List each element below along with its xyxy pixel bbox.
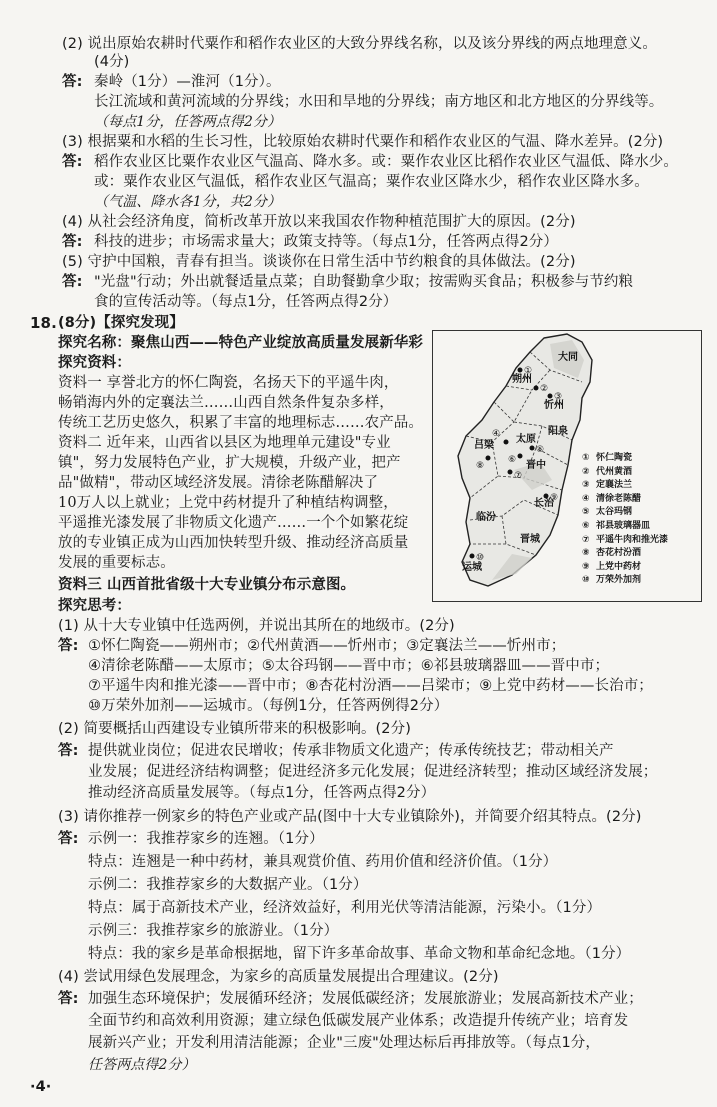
material2-line: 10万人以上就业；上党中药材提升了种植结构调整， xyxy=(58,495,398,511)
s1-answer-label: 答: xyxy=(58,638,79,654)
svg-text:③: ③ xyxy=(554,392,563,402)
q5-answer-label: 答: xyxy=(62,274,83,290)
town-marker xyxy=(544,494,549,499)
svg-text:②: ② xyxy=(540,384,549,394)
q2-question-line2: (4分) xyxy=(94,54,130,70)
q3-answer-line2: 或：粟作农业区气温低，稻作农业区气温高；粟作农业区降水少，稻作农业区降水多。 xyxy=(94,174,649,190)
legend-item: ⑧ 杏花村汾酒 xyxy=(582,548,642,559)
town-marker xyxy=(508,470,513,475)
region-label-xinzhou: 忻州 xyxy=(544,400,564,411)
shanxi-map xyxy=(432,330,702,602)
material2-line: 品"做精"，带动区域经济发展。清徐老陈醋解决了 xyxy=(58,475,379,491)
legend-item: ② 代州黄酒 xyxy=(582,466,633,477)
region-label-yuncheng: 运城 xyxy=(462,562,482,573)
q5-answer-line2: 食的宣传活动等。（每点1分，任答两点得2分） xyxy=(94,294,398,310)
s4-answer-line: 任答两点得2分） xyxy=(88,1057,196,1073)
s4-answer-label: 答: xyxy=(58,991,79,1007)
s3-answer-line: 示例二：我推荐家乡的大数据产业。（1分） xyxy=(88,877,368,893)
s1-answer-line: ⑩万荣外加剂——运城市。（每例1分，任答两例得2分） xyxy=(88,698,449,714)
legend-item: ⑨ 上党中药材 xyxy=(582,561,642,572)
legend-item: ⑤ 太谷玛钢 xyxy=(582,507,633,518)
town-marker xyxy=(548,394,553,399)
legend-item: ④ 清徐老陈醋 xyxy=(582,493,642,504)
q3-question: (3) 根据粟和水稻的生长习性，比较原始农耕时代粟作和稻作农业区的气温、降水差异。(2分) xyxy=(62,134,664,150)
material1-line: 传统工艺历史悠久，积累了丰富的地理标志……农产品。 xyxy=(58,415,423,431)
s2-answer-label: 答: xyxy=(58,743,79,759)
q2-question-line1: (2) 说出原始农耕时代粟作和稻作农业区的大致分界线名称，以及该分界线的两点地理意义。 xyxy=(62,36,657,52)
region-label-changzhi: 长治 xyxy=(534,498,554,509)
q2-answer-line1: 秦岭（1分）—淮河（1分）。 xyxy=(94,74,281,90)
town-marker xyxy=(470,554,475,559)
s1-question: (1) 从十大专业镇中任选两例，并说出其所在的地级市。(2分) xyxy=(58,618,455,634)
town-marker xyxy=(518,368,523,373)
q2-answer-line2: 长江流域和黄河流域的分界线；水田和旱地的分界线；南方地区和北方地区的分界线等。 xyxy=(94,94,664,110)
s2-answer-line: 推动经济高质量发展等。（每点1分，任答两点得2分） xyxy=(88,785,436,801)
s4-answer-line: 加强生态环境保护；发展循环经济；发展低碳经济；发展旅游业；发展高新技术产业； xyxy=(88,991,643,1007)
town-marker xyxy=(518,454,523,459)
material2-line: 放的专业镇正成为山西加快转型升级、推动经济高质量 xyxy=(58,535,409,551)
q18-topic-name: 探究名称：聚焦山西——特色产业绽放高质量发展新华彩 xyxy=(58,335,423,351)
q3-answer-scoring: （气温、降水各1分，共2分） xyxy=(94,194,282,210)
region-label-jincheng: 晋城 xyxy=(520,534,540,545)
region-label-lvliang: 吕梁 xyxy=(474,440,494,451)
q4-answer-label: 答: xyxy=(62,234,83,250)
legend-item: ⑦ 平遥牛肉和推光漆 xyxy=(582,534,669,545)
svg-text:④: ④ xyxy=(492,429,501,439)
svg-text:⑨: ⑨ xyxy=(550,493,559,503)
region-label-taiyuan: 太原 xyxy=(516,434,536,445)
q4-answer-line1: 科技的进步；市场需求量大；政策支持等。（每点1分，任答两点得2分） xyxy=(94,234,558,250)
s3-answer-line: 特点：属于高新技术产业，经济效益好，利用光伏等清洁能源，污染小。（1分） xyxy=(88,900,602,916)
region-label-shuozhou: 朔州 xyxy=(512,374,532,385)
svg-text:⑤: ⑤ xyxy=(536,445,545,455)
q18-number: 18. xyxy=(30,314,57,332)
s3-question: (3) 请你推荐一例家乡的特色产业或产品(图中十大专业镇除外)，并简要介绍其特点。(2分) xyxy=(58,809,642,825)
s3-answer-line: 示例一：我推荐家乡的连翘。（1分） xyxy=(88,831,324,847)
material1-line: 畅销海内外的定襄法兰……山西自然条件复杂多样， xyxy=(58,395,394,411)
svg-text:⑧: ⑧ xyxy=(476,461,485,471)
s1-answer-line: ①怀仁陶瓷——朔州市；②代州黄酒——忻州市；③定襄法兰——忻州市； xyxy=(88,638,566,654)
region-label-jinzhong: 晋中 xyxy=(526,460,546,471)
material2-line: 资料二 近年来，山西省以县区为地理单元建设"专业 xyxy=(58,435,391,451)
s3-answer-line: 示例三：我推荐家乡的旅游业。（1分） xyxy=(88,923,339,939)
s2-question: (2) 简要概括山西建设专业镇所带来的积极影响。(2分) xyxy=(58,721,411,737)
s4-question: (4) 尝试用绿色发展理念，为家乡的高质量发展提出合理建议。(2分) xyxy=(58,969,499,985)
material1-line: 资料一 享誉北方的怀仁陶瓷，名扬天下的平遥牛肉， xyxy=(58,375,399,391)
town-marker xyxy=(504,440,509,445)
svg-text:⑥: ⑥ xyxy=(508,455,517,465)
material3-caption: 资料三 山西首批省级十大专业镇分布示意图。 xyxy=(58,577,356,593)
material2-line: 镇"，努力发展特色产业，扩大规模，升级产业，把产 xyxy=(58,455,401,471)
q18-materials-heading: 探究资料： xyxy=(58,355,131,371)
q3-answer-label: 答: xyxy=(62,154,83,170)
legend-item: ③ 定襄法兰 xyxy=(582,480,633,491)
svg-text:⑦: ⑦ xyxy=(514,471,523,481)
legend-item: ① 怀仁陶瓷 xyxy=(582,453,633,463)
region-label-linfen: 临汾 xyxy=(476,512,496,523)
town-marker xyxy=(530,446,535,451)
q5-question: (5) 守护中国粮，青春有担当。谈谈你在日常生活中节约粮食的具体做法。(2分) xyxy=(62,254,576,270)
page-number: ·4· xyxy=(30,1079,52,1095)
q2-answer-label: 答: xyxy=(62,74,83,90)
region-label-datong: 大同 xyxy=(558,352,578,363)
s4-answer-line: 展新兴产业；开发利用清洁能源；企业"三废"处理达标后再排放等。（每点1分， xyxy=(88,1035,601,1051)
s3-answer-label: 答: xyxy=(58,831,79,847)
s4-answer-line: 全面节约和高效利用资源；建立绿色低碳发展产业体系；改造提升传统产业；培育发 xyxy=(88,1013,629,1029)
town-marker xyxy=(534,386,539,391)
material2-line: 发展的重要标志。 xyxy=(58,555,175,571)
town-marker xyxy=(486,456,491,461)
map-legend xyxy=(582,452,668,588)
q4-question: (4) 从社会经济角度，简析改革开放以来我国农作物种植范围扩大的原因。(2分) xyxy=(62,214,576,230)
legend-item: ⑥ 祁县玻璃器皿 xyxy=(582,520,651,531)
q5-answer-line1: "光盘"行动；外出就餐适量点菜；自助餐勤拿少取；按需购买食品；积极参与节约粮 xyxy=(94,274,634,290)
q18-header: (8分)【探究发现】 xyxy=(58,315,184,331)
material2-line: 平遥推光漆发展了非物质文化遗产……一个个如繁花绽 xyxy=(58,515,409,531)
q2-answer-scoring: （每点1分，任答两点得2分） xyxy=(94,114,282,130)
s1-answer-line: ⑦平遥牛肉和推光漆——晋中市；⑧杏花村汾酒——吕梁市；⑨上党中药材——长治市； xyxy=(88,678,653,694)
s3-answer-line: 特点：连翘是一种中药材，兼具观赏价值、药用价值和经济价值。（1分） xyxy=(88,854,558,870)
inquiry-thinking-heading: 探究思考： xyxy=(58,598,131,614)
s3-answer-line: 特点：我的家乡是革命根据地，留下许多革命故事、革命文物和革命纪念地。（1分） xyxy=(88,946,631,962)
q3-answer-line1: 稻作农业区比粟作农业区气温高、降水多。或：粟作农业区比稻作农业区气温低、降水少。 xyxy=(94,154,678,170)
s2-answer-line: 提供就业岗位；促进农民增收；传承非物质文化遗产；传承传统技艺；带动相关产 xyxy=(88,743,614,759)
svg-text:①: ① xyxy=(524,366,533,376)
svg-text:⑩: ⑩ xyxy=(476,553,485,563)
s1-answer-line: ④清徐老陈醋——太原市；⑤太谷玛钢——晋中市；⑥祁县玻璃器皿——晋中市； xyxy=(88,658,610,674)
region-label-yangquan: 阳泉 xyxy=(548,426,568,437)
s2-answer-line: 业发展；促进经济结构调整；促进经济多元化发展；促进经济转型；推动区域经济发展； xyxy=(88,764,658,780)
legend-item: ⑩ 万荣外加剂 xyxy=(582,575,642,586)
